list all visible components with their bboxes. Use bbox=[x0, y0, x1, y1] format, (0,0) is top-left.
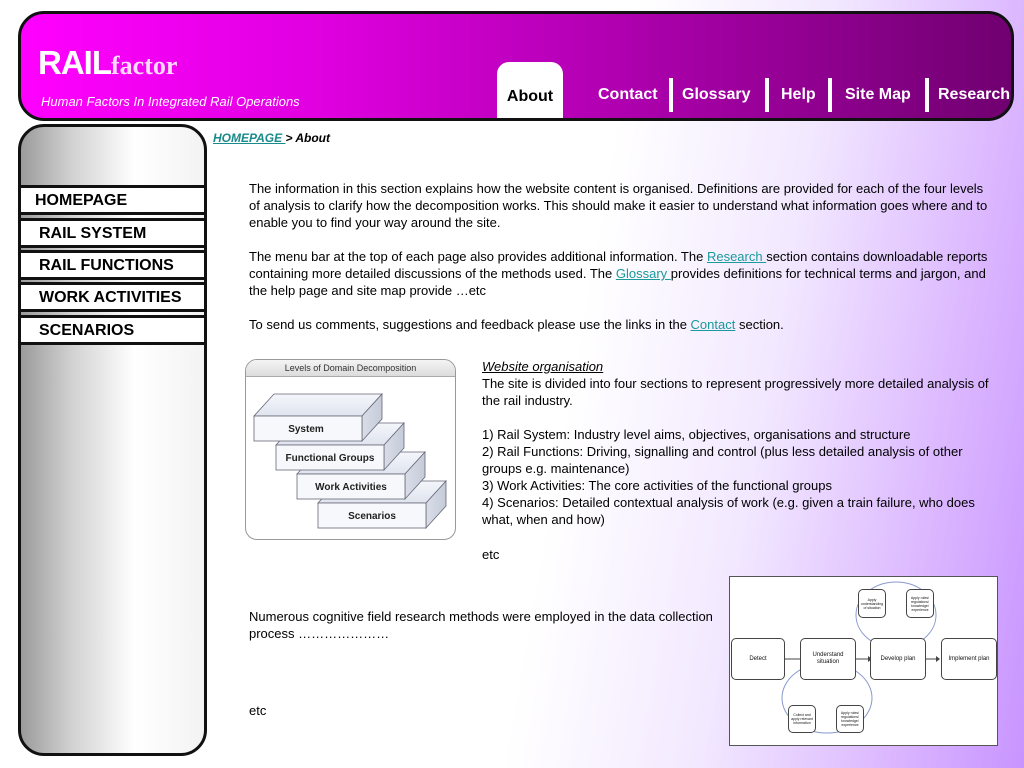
level-label-system: System bbox=[288, 424, 324, 435]
logo-factor-text: factor bbox=[111, 51, 178, 80]
organisation-intro: The site is divided into four sections to represent progressively more detailed analysis of the rail industry. bbox=[482, 376, 989, 408]
process-sub-apply-rules-top: Apply rules/ regulations/ knowledge/ experience bbox=[906, 589, 934, 618]
organisation-title: Website organisation bbox=[482, 359, 604, 374]
site-logo[interactable] bbox=[38, 44, 177, 82]
breadcrumb-home-link[interactable]: HOMEPAGE bbox=[213, 131, 286, 145]
contact-link[interactable]: Contact bbox=[690, 317, 736, 332]
process-step-develop-plan: Develop plan bbox=[870, 638, 926, 680]
organisation-list-item-1: 1) Rail System: Industry level aims, objectives, organisations and structure bbox=[482, 427, 911, 442]
nav-separator bbox=[669, 78, 673, 112]
site-header bbox=[18, 11, 1014, 121]
sidebar-item-rail-functions[interactable]: RAIL FUNCTIONS bbox=[21, 250, 207, 280]
domain-decomposition-diagram bbox=[245, 359, 456, 540]
organisation-list-item-3: 3) Work Activities: The core activities of the functional groups bbox=[482, 478, 832, 493]
level-label-work-activities: Work Activities bbox=[315, 482, 387, 493]
menu-bar-text: provides definitions for technical terms and jargon, and the help page and site map provide …etc bbox=[249, 266, 986, 298]
feedback-paragraph bbox=[249, 316, 989, 333]
logo-rail-text: RAIL bbox=[38, 44, 111, 81]
sidebar-item-homepage[interactable]: HOMEPAGE bbox=[21, 185, 207, 215]
nav-item-glossary[interactable]: Glossary bbox=[682, 86, 751, 103]
sidebar-item-work-activities[interactable]: WORK ACTIVITIES bbox=[21, 282, 207, 312]
nav-item-research[interactable]: Research bbox=[938, 86, 1011, 103]
site-tagline: Human Factors In Integrated Rail Operations bbox=[41, 94, 300, 109]
nav-separator bbox=[925, 78, 929, 112]
process-diagram bbox=[729, 576, 998, 746]
process-sub-apply-rules-bottom: Apply rules/ regulations/ knowledge/ experience bbox=[836, 705, 864, 733]
feedback-text: To send us comments, suggestions and feedback please use the links in the bbox=[249, 317, 691, 332]
level-label-functional-groups: Functional Groups bbox=[285, 453, 375, 464]
process-step-detect: Detect bbox=[731, 638, 785, 680]
process-sub-apply-understanding: Apply understanding of situation bbox=[858, 589, 886, 618]
organisation-list-item-2: 2) Rail Functions: Driving, signalling and control (plus less detailed analysis of other groups e.g. maintenance) bbox=[482, 444, 963, 476]
menu-bar-text: section contains downloadable reports containing more detailed discussions of the methods used. The bbox=[249, 249, 988, 281]
process-sub-collect-information: Collect and apply relevant information bbox=[788, 705, 816, 733]
level-block-system bbox=[254, 394, 382, 441]
glossary-link[interactable]: Glossary bbox=[615, 266, 671, 281]
intro-paragraph: The information in this section explains how the website content is organised. Definitions are provided for each of the four levels of analysis to clarify how the decomposition works. This should make it easier to understand what information goes where and to enable you to find your way around the site. bbox=[249, 181, 988, 230]
decomposition-svg bbox=[246, 378, 456, 540]
sidebar-item-rail-system[interactable]: RAIL SYSTEM bbox=[21, 218, 207, 248]
nav-separator bbox=[828, 78, 832, 112]
breadcrumb bbox=[213, 131, 330, 145]
diagram-title: Levels of Domain Decomposition bbox=[246, 360, 455, 377]
organisation-list-item-4: 4) Scenarios: Detailed contextual analysis of work (e.g. given a train failure, who does what, when and how) bbox=[482, 495, 975, 527]
nav-item-help[interactable]: Help bbox=[781, 86, 816, 103]
nav-separator bbox=[765, 78, 769, 112]
nav-item-site-map[interactable]: Site Map bbox=[845, 86, 911, 103]
nav-item-contact[interactable]: Contact bbox=[598, 86, 658, 103]
nav-tab-about[interactable]: About bbox=[497, 62, 563, 121]
organisation-etc: etc bbox=[482, 547, 500, 562]
sidebar-item-scenarios[interactable]: SCENARIOS bbox=[21, 315, 207, 345]
methods-paragraph: Numerous cognitive field research methods were employed in the data collection process ………………… bbox=[249, 609, 713, 641]
sidebar bbox=[18, 124, 207, 756]
research-link[interactable]: Research bbox=[706, 249, 767, 264]
methods-etc: etc bbox=[249, 703, 267, 718]
menu-bar-paragraph bbox=[249, 248, 989, 299]
feedback-text: section. bbox=[735, 317, 784, 332]
menu-bar-text: The menu bar at the top of each page also provides additional information. The bbox=[249, 249, 707, 264]
process-step-understand: Understand situation bbox=[800, 638, 856, 680]
breadcrumb-current: > About bbox=[285, 131, 331, 145]
level-label-scenarios: Scenarios bbox=[348, 511, 396, 522]
process-step-implement-plan: Implement plan bbox=[941, 638, 997, 680]
